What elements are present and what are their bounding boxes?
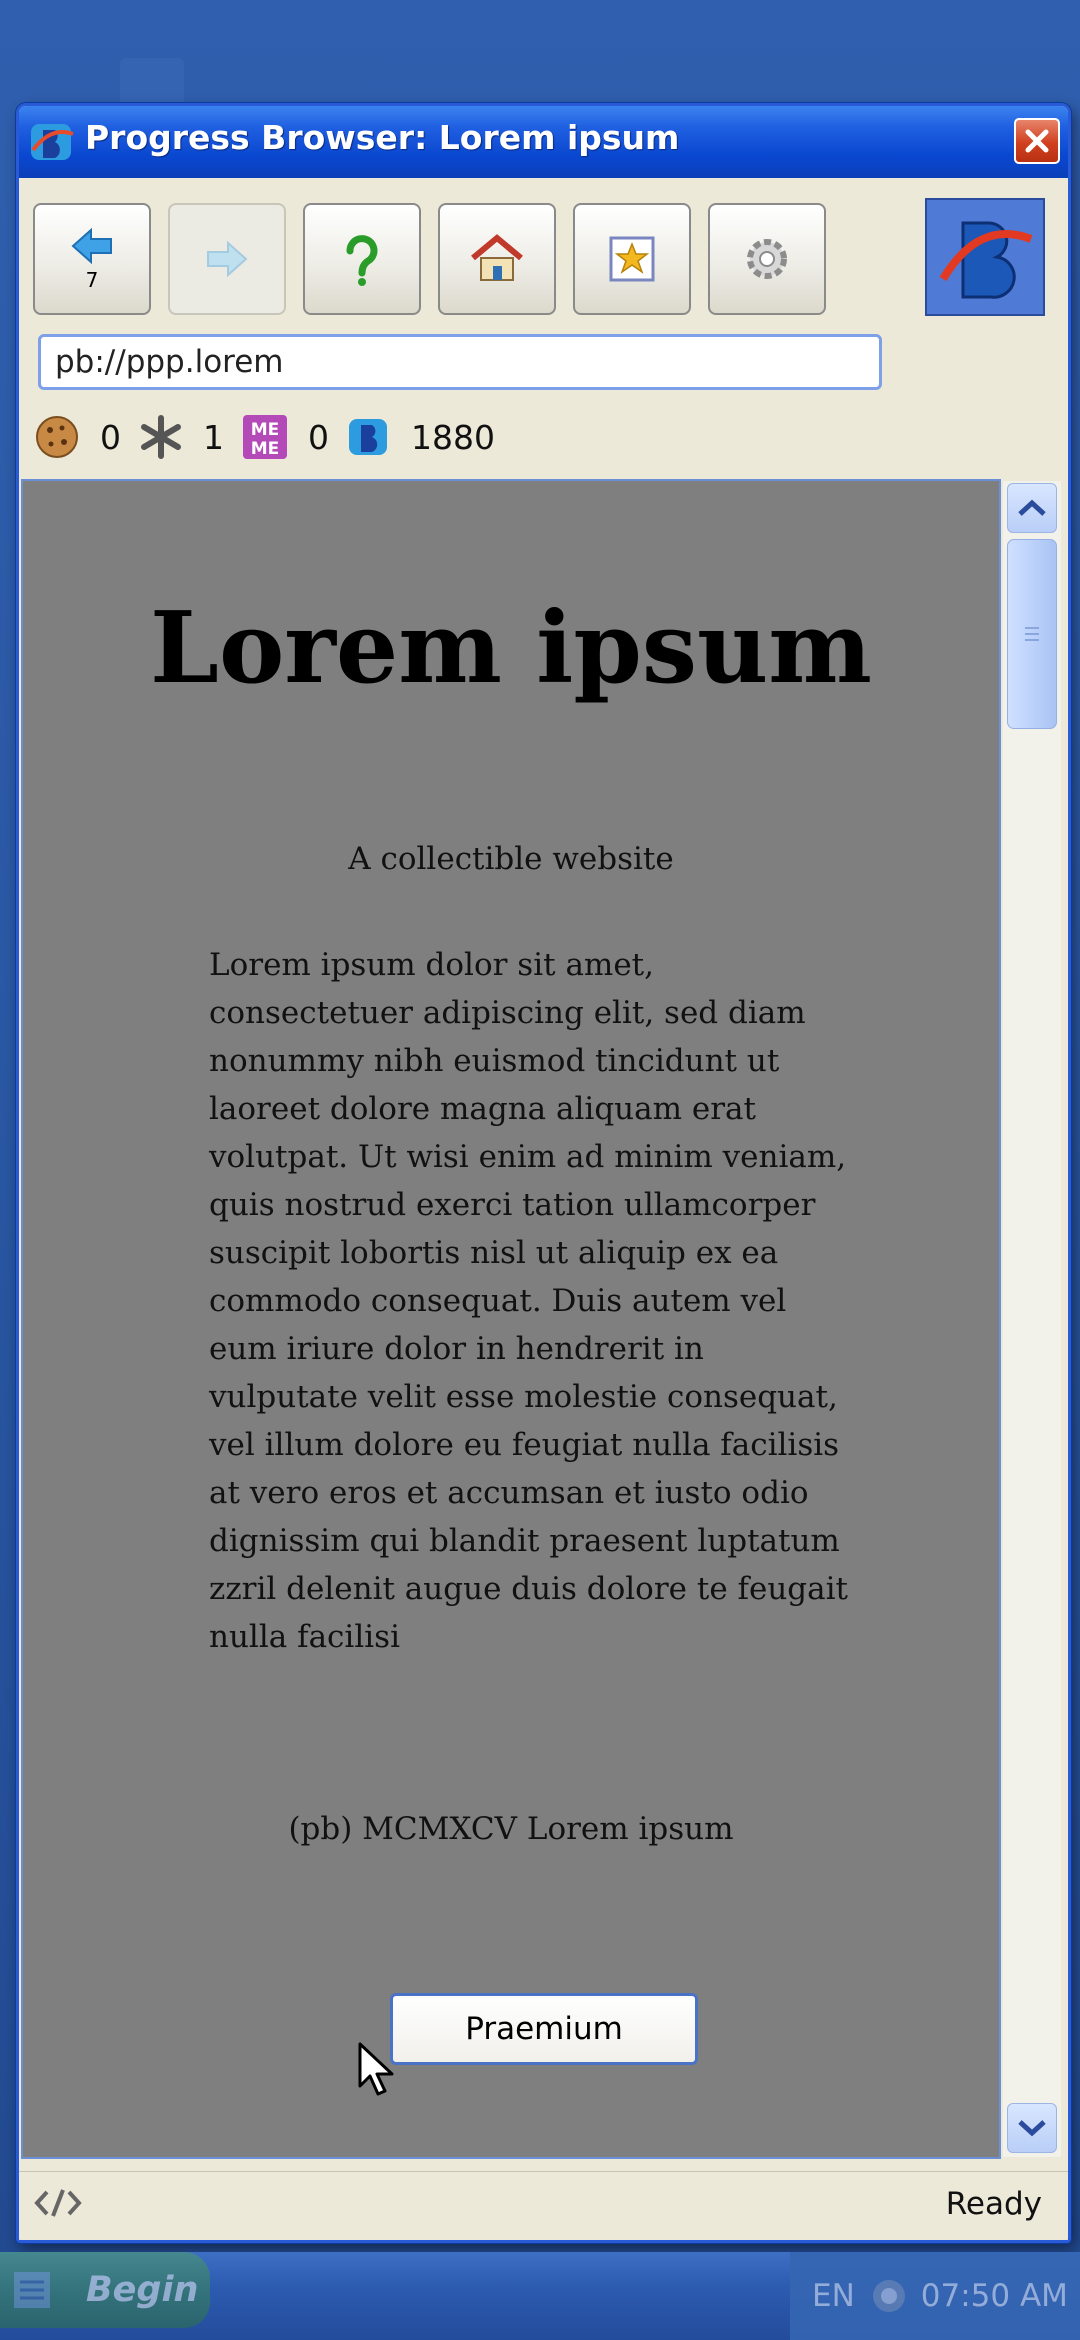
points-count: 1880: [411, 417, 495, 457]
title-bar[interactable]: [19, 106, 1068, 178]
chevron-up-icon: [1017, 498, 1047, 518]
close-icon: [1024, 128, 1050, 154]
help-icon: [338, 231, 386, 287]
close-button[interactable]: [1014, 118, 1060, 164]
asterisk-count: 1: [203, 417, 224, 457]
clock[interactable]: 07:50 AM: [920, 2278, 1068, 2314]
scroll-down-button[interactable]: [1007, 2103, 1057, 2153]
status-text: Ready: [945, 2186, 1042, 2222]
status-bar: [19, 2171, 1068, 2240]
meme-count: 0: [308, 417, 329, 457]
browser-logo-icon: [29, 120, 75, 164]
cookie-count: 0: [100, 417, 121, 457]
system-tray: [790, 2252, 1080, 2340]
network-icon[interactable]: [869, 2276, 909, 2316]
start-menu-icon: [12, 2270, 52, 2310]
browser-logo-icon: [935, 209, 1035, 305]
meme-icon: [242, 414, 288, 460]
browser-window: [16, 103, 1071, 2243]
forward-icon: [204, 239, 250, 279]
points-counter: [347, 415, 495, 459]
counter-bar: [34, 412, 513, 462]
chevron-down-icon: [1017, 2118, 1047, 2138]
meme-counter: [242, 414, 329, 460]
cookie-counter: [34, 414, 121, 460]
back-icon: [69, 226, 115, 266]
browser-brand-logo: [925, 198, 1045, 316]
favorites-icon: [607, 234, 657, 284]
address-bar[interactable]: [38, 334, 882, 390]
svg-text:ME: ME: [250, 439, 280, 459]
vertical-scrollbar[interactable]: [1003, 481, 1061, 2157]
grip-icon: [1023, 622, 1041, 646]
page-viewport: [21, 479, 1001, 2159]
asterisk-counter: [139, 415, 224, 459]
cookie-icon: [34, 414, 80, 460]
window-title: Progress Browser: Lorem ipsum: [85, 118, 680, 157]
mouse-cursor-icon: [358, 2042, 398, 2100]
svg-text:ME: ME: [250, 420, 280, 440]
page-subtitle: A collectible website: [348, 841, 674, 877]
view-source-icon[interactable]: [33, 2186, 83, 2220]
page-title: Lorem ipsum: [150, 591, 872, 706]
language-indicator[interactable]: EN: [812, 2278, 855, 2314]
back-count: 7: [85, 268, 99, 292]
favorites-button[interactable]: [573, 203, 691, 315]
settings-button[interactable]: [708, 203, 826, 315]
start-label: Begin: [86, 2270, 199, 2310]
start-button[interactable]: [0, 2252, 210, 2328]
help-button[interactable]: [303, 203, 421, 315]
forward-button[interactable]: [168, 203, 286, 315]
scrollbar-thumb[interactable]: [1007, 539, 1057, 729]
page-body-text: Lorem ipsum dolor sit amet, consectetuer adipiscing elit, sed diam nonummy nibh euismod tincidunt ut laoreet dolore magna aliquam erat volutpat. Ut wisi enim ad minim veniam, quis nostrud exerci tation ullamcorper suscipit lobortis nisl ut aliquip ex ea commodo consequat. Duis autem vel eum iriure dolor in hendrerit in vulputate velit esse molestie consequat, vel illum dolore eu feugiat nulla facilisis at vero eros et accumsan et iusto odio dignissim qui blandit praesent luptatum zzril delenit augue duis dolore te feugait nulla facilisi: [209, 947, 848, 1655]
browser-logo-icon: [347, 415, 391, 459]
page-footer: (pb) MCMXCV Lorem ipsum: [288, 1811, 734, 1847]
asterisk-icon: [139, 415, 183, 459]
home-button[interactable]: [438, 203, 556, 315]
home-icon: [469, 234, 525, 284]
scroll-up-button[interactable]: [1007, 483, 1057, 533]
settings-icon: [742, 234, 792, 284]
back-button[interactable]: [33, 203, 151, 315]
praemium-button[interactable]: Praemium: [390, 1993, 698, 2065]
